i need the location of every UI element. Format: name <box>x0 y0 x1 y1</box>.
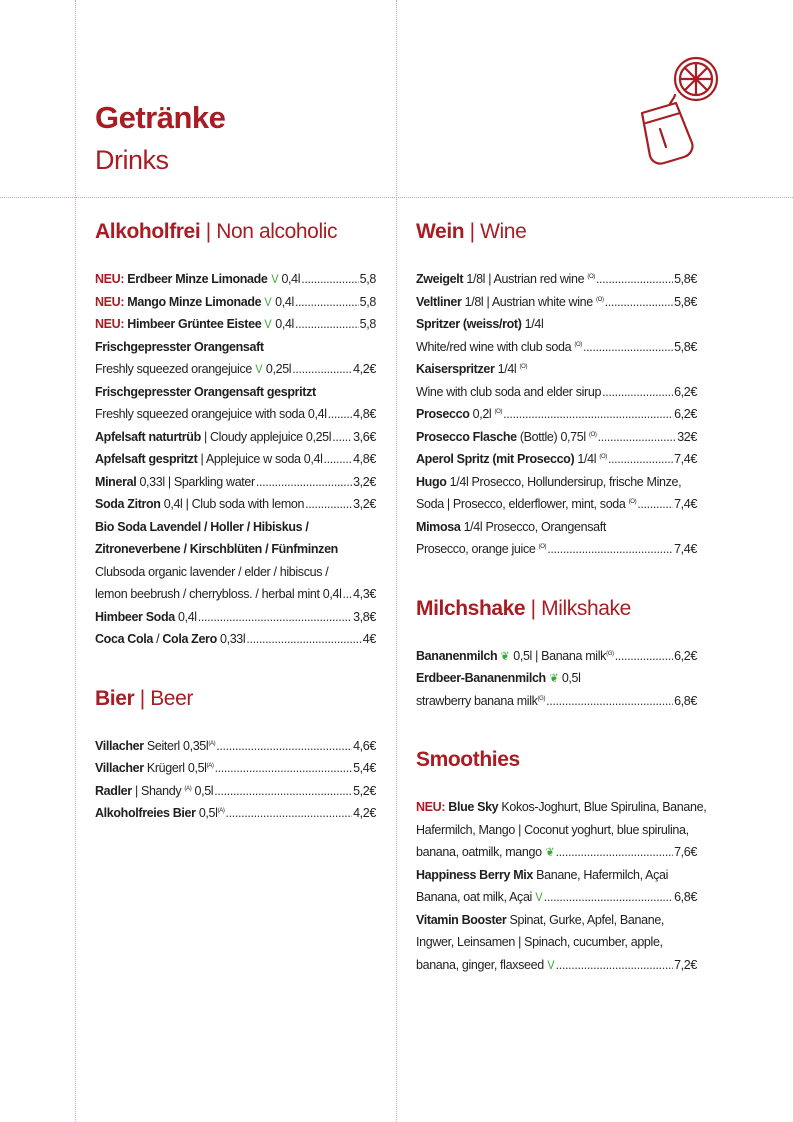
list-item: Wine with club soda and elder sirup ..... 6,2€ <box>416 381 697 404</box>
list-item: NEU: Himbeer Grüntee Eistee V 0,4l ..... 5,8 <box>95 313 376 336</box>
list-item-name: Frischgepresster Orangensaft gespritzt <box>95 384 316 399</box>
list-item-name: Vitamin Booster Spinat, Gurke, Apfel, Banane, <box>416 912 665 927</box>
section-header-alkoholfrei: Alkoholfrei | Non alcoholic <box>95 220 338 243</box>
vegetarian-icon: ❦ <box>545 845 555 859</box>
price: 5,4€ <box>353 761 376 775</box>
list-item: Himbeer Soda 0,4l ..... 3,8€ <box>95 606 376 629</box>
section-subtitle: Wine <box>480 220 527 243</box>
vegan-icon: V <box>264 317 272 331</box>
list-item: Banana, oat milk, Açai V ..... 6,8€ <box>416 886 697 909</box>
price: 4,8€ <box>353 452 376 466</box>
list-item: Prosecco, orange juice $^{(O)}$ ..... 7,4€ <box>416 538 697 561</box>
list-item: Soda Zitron 0,4l | Club soda with lemon ..... 3,2€ <box>95 493 376 516</box>
vegan-icon: V <box>271 272 278 286</box>
guide-line-left <box>75 0 76 1122</box>
price: 6,2€ <box>674 407 697 421</box>
list-item: banana, oatmilk, mango ❦ ..... 7,6€ <box>416 841 697 864</box>
vegan-icon: V <box>547 957 555 972</box>
price: 5,8 <box>359 272 376 286</box>
section-header-milchshake: Milchshake | Milkshake <box>416 596 631 620</box>
price: 7,2€ <box>674 957 697 972</box>
list-item-desc: Hafermilch, Mango | Coconut yoghurt, blue spirulina, <box>416 822 689 837</box>
price: 3,6€ <box>353 429 376 444</box>
list-item: strawberry banana milk$^{(G)}$ ..... 6,8€ <box>416 690 697 713</box>
section-subtitle: Non alcoholic <box>216 220 338 243</box>
list-item: White/red wine with club soda $^{(O)}$ ..... 5,8€ <box>416 336 697 359</box>
list-item-name: Spritzer (weiss/rot) 1/4l <box>416 317 544 331</box>
price: 3,2€ <box>353 497 376 511</box>
list-item: Villacher Krügerl $0,5l^{(A)}$ ..... 5,4€ <box>95 757 376 780</box>
vegan-icon: V <box>255 362 263 376</box>
list-item-desc: Ingwer, Leinsamen | Spinach, cucumber, apple, <box>416 935 663 949</box>
section-header-bier: Bier | Beer <box>95 686 193 710</box>
price: 3,2€ <box>353 474 376 489</box>
list-item-name: Kaiserspritzer 1/4l $^{(O)}$ <box>416 362 528 376</box>
price: 6,2€ <box>674 384 697 399</box>
price: 7,4€ <box>674 542 697 556</box>
vegan-icon: V <box>264 294 272 309</box>
price: 6,8€ <box>674 693 697 708</box>
list-item: Apfelsaft gespritzt | Applejuice w soda 0,4l ..... 4,8€ <box>95 448 376 471</box>
price: 7,4€ <box>674 497 697 511</box>
list-item: Alkoholfreies Bier $0,5l^{(A)}$ ..... 4,2€ <box>95 802 376 825</box>
list-item: Prosecco 0,2l $^{(O)}$ ..... 6,2€ <box>416 403 697 426</box>
guide-line-horizontal <box>0 197 793 198</box>
price: 4,3€ <box>353 587 376 601</box>
section-title: Smoothies <box>416 748 520 771</box>
list-item: Radler | Shandy $^{(A)}$ 0,5l ..... 5,2€ <box>95 780 376 803</box>
list-item-name: Mimosa 1/4l Prosecco, Orangensaft <box>416 519 606 534</box>
vegan-icon: V <box>535 890 543 904</box>
list-item: Freshly squeezed orangejuice V 0,25l ..... 4,2€ <box>95 358 376 381</box>
price: 6,8€ <box>674 890 697 904</box>
column-left <box>95 218 376 825</box>
bier-list <box>95 735 376 825</box>
section-subtitle: Beer <box>150 686 193 710</box>
list-item: Coca Cola / Cola Zero 0,33l ..... 4€ <box>95 628 376 651</box>
list-item: Bananenmilch ❦ 0,5l | Banana milk$^{(G)}$ ..... 6,2€ <box>416 645 697 668</box>
section-header-smoothies <box>416 746 697 774</box>
list-item-name: Hugo 1/4l Prosecco, Hollundersirup, frische Minze, <box>416 474 682 489</box>
smoothies-list <box>416 796 707 976</box>
price: 32€ <box>677 429 697 444</box>
list-item: Soda | Prosecco, elderflower, mint, soda $^{(O)}$ ..... 7,4€ <box>416 493 697 516</box>
price: 6,2€ <box>674 648 697 663</box>
list-item-name: Frischgepresster Orangensaft <box>95 339 264 354</box>
list-item: Veltliner 1/8l | Austrian white wine $^{(O)}$ ..... 5,8€ <box>416 291 697 314</box>
list-item: Mineral 0,33l | Sparkling water ..... 3,2€ <box>95 471 376 494</box>
section-title: Alkoholfrei <box>95 220 201 243</box>
list-item: banana, ginger, flaxseed V ..... 7,2€ <box>416 954 697 977</box>
price: 7,4€ <box>674 452 697 466</box>
list-item-name: Happiness Berry Mix Banane, Hafermilch, Açai <box>416 867 669 882</box>
wein-list <box>416 268 697 561</box>
list-item-name: Bio Soda Lavendel / Holler / Hibiskus / <box>95 519 309 534</box>
price: 4,8€ <box>353 407 376 421</box>
section-title: Wein <box>416 220 465 243</box>
price: 5,8€ <box>674 272 697 286</box>
page-subtitle: Drinks <box>95 145 169 175</box>
price: 5,8€ <box>674 294 697 309</box>
list-item: NEU: Erdbeer Minze Limonade V 0,4l ..... 5,8 <box>95 268 376 291</box>
price: 5,8 <box>359 294 376 309</box>
price: 3,8€ <box>353 609 376 624</box>
price: 5,8€ <box>674 339 697 354</box>
list-item-name: NEU: Blue Sky Kokos-Joghurt, Blue Spirulina, Banane, <box>416 800 707 814</box>
list-item: Prosecco Flasche (Bottle) 0,75l $^{(O)}$ ..... 32€ <box>416 426 697 449</box>
section-title: Bier <box>95 686 135 710</box>
column-right <box>416 218 707 976</box>
section-subtitle: Milkshake <box>541 596 631 620</box>
price: 4€ <box>362 632 376 646</box>
list-item: NEU: Mango Minze Limonade V 0,4l ..... 5,8 <box>95 291 376 314</box>
vegetarian-icon: ❦ <box>500 648 510 663</box>
vegetarian-icon: ❦ <box>549 671 559 685</box>
list-item: Apfelsaft naturtrüb | Cloudy applejuice 0,25l ..... 3,6€ <box>95 426 376 449</box>
guide-line-middle <box>396 0 397 1122</box>
list-item: Freshly squeezed orangejuice with soda 0,4l ..... 4,8€ <box>95 403 376 426</box>
alkoholfrei-list <box>95 268 376 651</box>
list-item: Zweigelt 1/8l | Austrian red wine $^{(O)}$ ..... 5,8€ <box>416 268 697 291</box>
drink-lemon-icon <box>630 55 725 175</box>
page-title: Getränke <box>95 100 226 135</box>
milchshake-list <box>416 645 697 713</box>
price: 5,8 <box>359 317 376 331</box>
price: 5,2€ <box>353 783 376 798</box>
list-item: Villacher Seiterl $0,35l^{(A)}$ ..... 4,6€ <box>95 735 376 758</box>
list-item-name: Zitroneverbene / Kirschblüten / Fünfminzen <box>95 542 338 556</box>
list-item: Aperol Spritz (mit Prosecco) 1/4l $^{(O)}$ ..... 7,4€ <box>416 448 697 471</box>
price: 4,2€ <box>353 806 376 820</box>
price: 4,6€ <box>353 738 376 753</box>
page-header <box>95 100 225 176</box>
list-item-name: Erdbeer-Bananenmilch ❦ 0,5l <box>416 667 697 690</box>
list-item-desc: Clubsoda organic lavender / elder / hibiscus / <box>95 564 329 579</box>
section-header-wein: Wein | Wine <box>416 220 527 243</box>
section-title: Milchshake <box>416 596 526 620</box>
list-item: lemon beebrush / cherrybloss. / herbal mint 0,4l ..... 4,3€ <box>95 583 376 606</box>
price: 7,6€ <box>674 845 697 859</box>
price: 4,2€ <box>353 362 376 376</box>
